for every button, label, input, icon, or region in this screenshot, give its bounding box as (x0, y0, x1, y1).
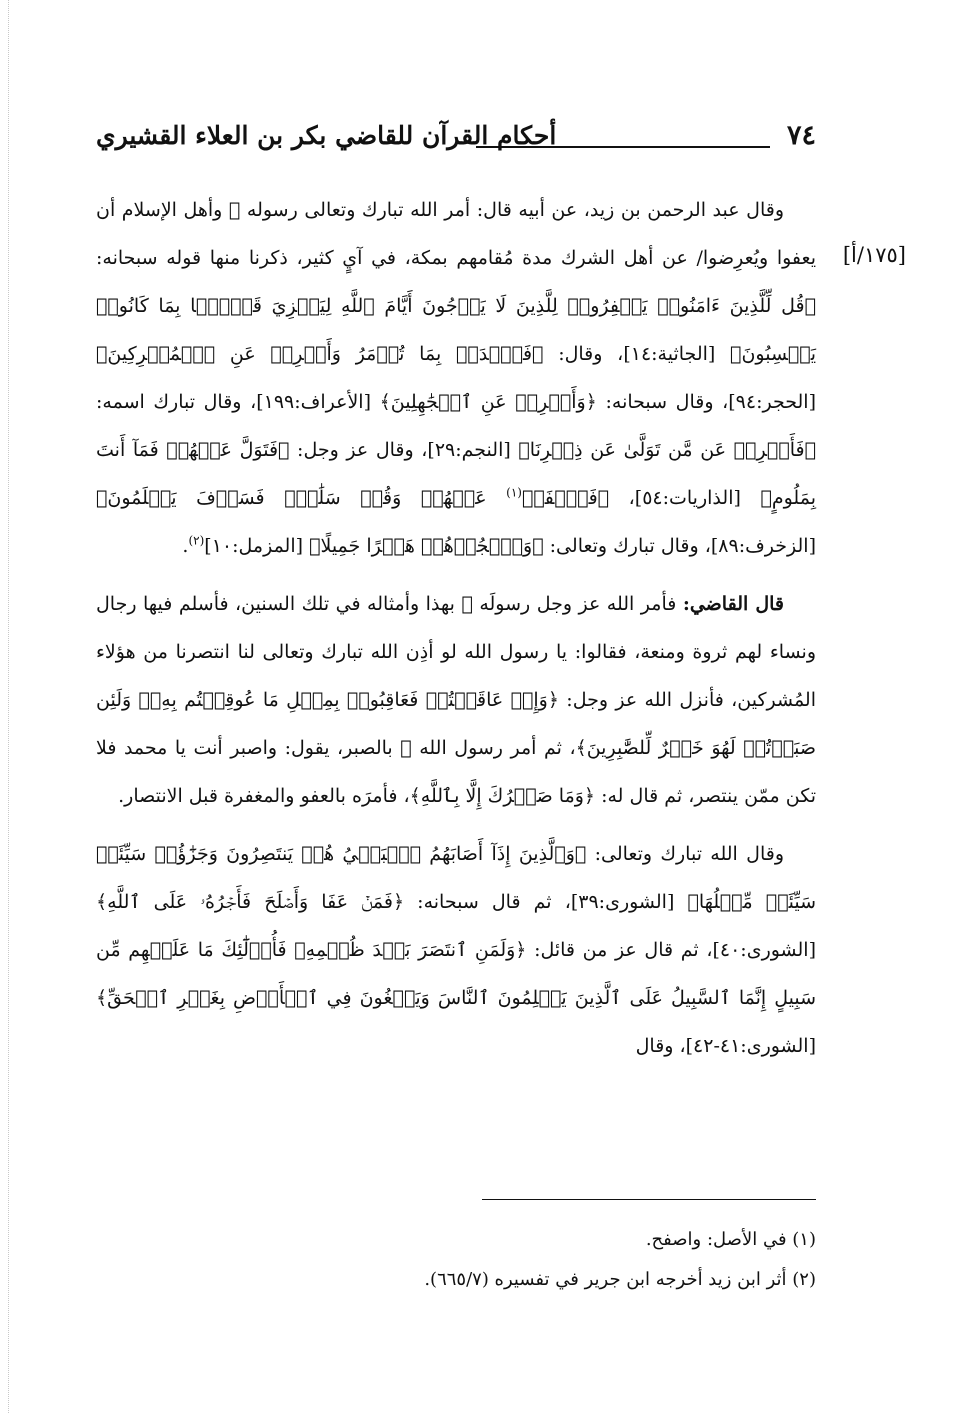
footnote-divider (482, 1199, 816, 1200)
footnotes (176, 1220, 816, 1300)
footnote-2: (٢) أثر ابن زيد أخرجه ابن جرير في تفسيره (٦٦٥/٧). (424, 1269, 816, 1290)
page-number: ٧٤ (786, 120, 816, 151)
paragraph-1-text-continued: عَنۡهُمۡ وَقُلۡ سَلَٰمٌۚ فَسَوۡفَ يَعۡلَمُونَ﴾ [الزخرف:٨٩]، وقال تبارك وتعالى: ﴿وَٱهۡجُرۡهُمۡ هَجۡرًا جَمِيلًا﴾ [المزمل:١٠] (96, 487, 816, 557)
paragraph-2 (96, 580, 816, 820)
paragraph-1-text: وقال عبد الرحمن بن زيد، عن أبيه قال: أمر الله تبارك وتعالى رسوله ﷺ وأهل الإسلام أن يعفوا ويُعرِضوا/ عن أهل الشرك مدة مُقامهم بمكة، في آيٍ كثير، ذكرنا منها قوله سبحانه: ﴿قُل لِّلَّذِينَ ءَامَنُوا۟ يَغۡفِرُوا۟ لِلَّذِينَ لَا يَرۡجُونَ أَيَّامَ ٱللَّهِ لِيَجۡزِيَ قَوۡمَۢا بِمَا كَانُوا۟ يَكۡسِبُونَ﴾ [الجاثية:١٤]، وقال: ﴿فَٱصۡدَعۡ بِمَا تُؤۡمَرُ وَأَعۡرِضۡ عَنِ ٱلۡمُشۡرِكِينَ﴾ [الحجر:٩٤]، وقال سبحانه: ﴿وَأَعۡرِضۡ عَنِ ٱلۡجَٰهِلِينَ﴾ [الأعراف:١٩٩]، وقال تبارك اسمه: ﴿فَأَعۡرِضۡ عَن مَّن تَوَلَّىٰ عَن ذِكۡرِنَا﴾ [النجم:٢٩]، وقال عز وجل: ﴿فَتَوَلَّ عَنۡهُمۡ فَمَآ أَنتَ بِمَلُومٍ﴾ [الذاريات:٥٤]، ﴿فَٱصۡفَحۡ (96, 199, 816, 509)
paragraph-2-lead: قال القاضي: (682, 593, 784, 615)
paragraph-2-text: فأمر الله عز وجل رسولَه ﷺ بهذا وأمثاله في تلك السنين، فأسلم فيها رجال ونساء لهم ثروة ومنعة، فقالوا: يا رسول الله لو أذِن الله تبارك وتعالى لنا انتصرنا من هؤلاء المُشركين، فأنزل الله عز وجل: ﴿وَإِنۡ عَاقَبۡتُمۡ فَعَاقِبُوا۟ بِمِثۡلِ مَا عُوقِبۡتُم بِهِۦۖ وَلَئِن صَبَرۡتُمۡ لَهُوَ خَيۡرٌ لِّلصَّٰبِرِينَ﴾، ثم أمر رسول الله ﷺ بالصبر، يقول: واصبر أنت يا محمد فلا تكن ممّن ينتصر، ثم قال له: ﴿وَمَا صَبۡرُكَ إِلَّا بِٱللَّهِ﴾، فأمرَه بالعفو والمغفرة قبل الانتصار. (96, 593, 816, 807)
paragraph-1-end: . (182, 535, 189, 557)
page-header (96, 118, 816, 158)
running-title: أحكام القرآن للقاضي بكر بن العلاء القشيري (96, 121, 557, 150)
paragraph-1 (96, 186, 816, 570)
scan-edge-line (8, 0, 9, 1413)
footnote-ref-2: (٢) (188, 533, 205, 548)
body-text (96, 186, 816, 1080)
footnote-ref-1: (١) (506, 485, 522, 500)
manuscript-folio-marker: [١٧٥/أ] (842, 243, 906, 267)
footnote-1: (١) في الأصل: واصفح. (645, 1229, 816, 1250)
paragraph-3-text: وقال الله تبارك وتعالى: ﴿وَٱلَّذِينَ إِذَآ أَصَابَهُمُ ٱلۡبَغۡيُ هُمۡ يَنتَصِرُونَ وَجَزَٰٓؤُا۟ سَيِّئَةٖ سَيِّئَةٞ مِّثۡلُهَا﴾ [الشورى:٣٩]، ثم قال سبحانه: ﴿فَمَنۡ عَفَا وَأَصۡلَحَ فَأَجۡرُهُۥ عَلَى ٱللَّهِ﴾ [الشورى:٤٠]، ثم قال عز من قائل: ﴿وَلَمَنِ ٱنتَصَرَ بَعۡدَ ظُلۡمِهِۦ فَأُو۟لَٰٓئِكَ مَا عَلَيۡهِم مِّن سَبِيلٍ إِنَّمَا ٱلسَّبِيلُ عَلَى ٱلَّذِينَ يَظۡلِمُونَ ٱلنَّاسَ وَيَبۡغُونَ فِي ٱلۡأَرۡضِ بِغَيۡرِ ٱلۡحَقِّ﴾ [الشورى:٤١-٤٢]، وقال (96, 843, 816, 1057)
paragraph-3 (96, 830, 816, 1070)
